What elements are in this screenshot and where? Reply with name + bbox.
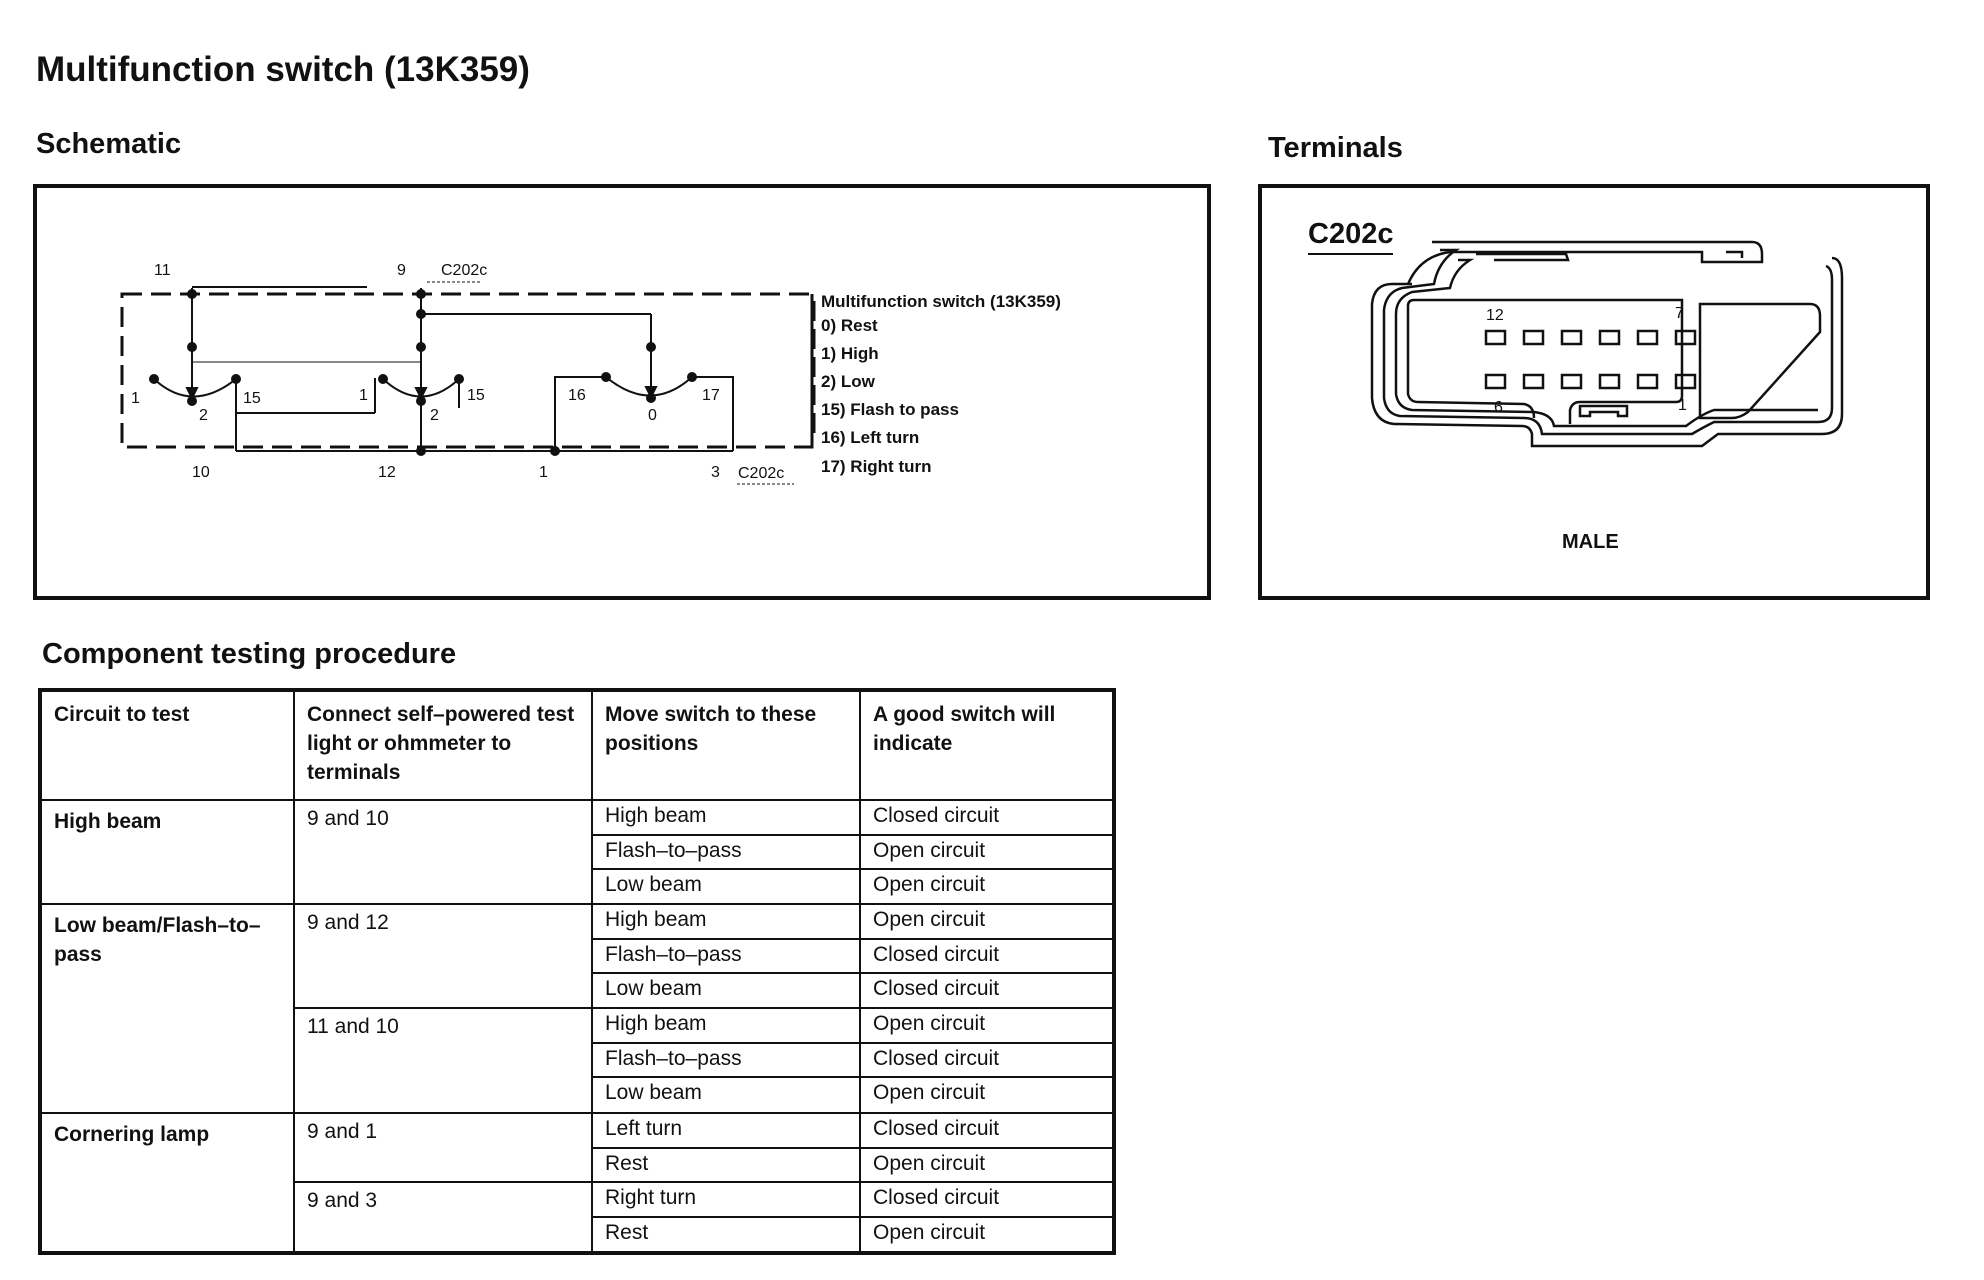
- cell-result: Open circuit: [860, 1077, 1114, 1113]
- cell-position: Flash–to–pass: [592, 1043, 860, 1077]
- cell-circuit: Low beam/Flash–to–pass: [40, 904, 294, 1113]
- cell-position: Low beam: [592, 1077, 860, 1113]
- cell-position: Rest: [592, 1148, 860, 1182]
- cell-result: Closed circuit: [860, 939, 1114, 973]
- cell-position: High beam: [592, 904, 860, 939]
- cell-result: Closed circuit: [860, 1182, 1114, 1217]
- page-title: Multifunction switch (13K359): [36, 50, 530, 89]
- cell-result: Open circuit: [860, 1148, 1114, 1182]
- connector-face: [1262, 188, 1926, 596]
- cell-position: Left turn: [592, 1113, 860, 1148]
- terminals-heading: Terminals: [1268, 132, 1403, 164]
- procedure-table: [38, 688, 1116, 1255]
- sw2-contact-1: 1: [359, 387, 368, 404]
- side-key: [1700, 304, 1820, 418]
- schematic-panel: [33, 184, 1211, 600]
- cell-position: Flash–to–pass: [592, 835, 860, 869]
- cell-circuit: High beam: [40, 800, 294, 904]
- terminals-panel: [1258, 184, 1930, 600]
- cell-result: Open circuit: [860, 904, 1114, 939]
- terminal-label-11: 11: [154, 262, 171, 279]
- sw2-contact-15: 15: [467, 387, 485, 404]
- pin-row-top: [1486, 331, 1695, 344]
- table-row: [40, 1113, 1114, 1148]
- terminal-label-3: 3: [711, 464, 720, 481]
- connector-label-bottom: C202c: [738, 465, 785, 482]
- terminal-label-1: 1: [539, 464, 548, 481]
- col-indication: A good switch will indicate: [860, 690, 1114, 800]
- cell-result: Closed circuit: [860, 973, 1114, 1008]
- cell-result: Closed circuit: [860, 800, 1114, 835]
- legend-item-high: 1) High: [821, 344, 879, 363]
- col-circuit: Circuit to test: [40, 690, 294, 800]
- terminal-label-10: 10: [192, 464, 210, 481]
- col-positions: Move switch to these positions: [592, 690, 860, 800]
- key-notch: [1580, 406, 1627, 416]
- cell-position: High beam: [592, 1008, 860, 1043]
- sw3-contact-16: 16: [568, 387, 586, 404]
- schematic-heading: Schematic: [36, 128, 182, 160]
- cell-position: Right turn: [592, 1182, 860, 1217]
- gender-label: MALE: [1562, 531, 1619, 553]
- legend-item-left-turn: 16) Left turn: [821, 428, 920, 447]
- legend-item-rest: 0) Rest: [821, 316, 878, 335]
- switch-housing: [122, 294, 812, 447]
- latch-tab: [1726, 252, 1742, 258]
- terminal-label-9: 9: [397, 262, 406, 279]
- cell-position: High beam: [592, 800, 860, 835]
- connector-label-top: C202c: [441, 262, 488, 279]
- cell-terminals: 11 and 10: [294, 1008, 592, 1113]
- legend-item-low: 2) Low: [821, 372, 875, 391]
- cell-position: Flash–to–pass: [592, 939, 860, 973]
- cell-terminals: 9 and 12: [294, 904, 592, 1008]
- sw3-contact-0: 0: [648, 407, 657, 424]
- legend-item-right-turn: 17) Right turn: [821, 457, 932, 476]
- terminal-label-12: 12: [378, 464, 396, 481]
- procedure-heading: Component testing procedure: [42, 638, 457, 670]
- col-terminals: Connect self–powered test light or ohmmeter to terminals: [294, 690, 592, 800]
- schematic-diagram: [37, 188, 1207, 596]
- legend-item-flash: 15) Flash to pass: [821, 400, 959, 419]
- cell-result: Open circuit: [860, 1217, 1114, 1253]
- cell-result: Closed circuit: [860, 1113, 1114, 1148]
- cell-terminals: 9 and 3: [294, 1182, 592, 1253]
- cell-result: Open circuit: [860, 835, 1114, 869]
- switch-1: [150, 343, 375, 451]
- pin-cavity: [1408, 300, 1682, 424]
- table-body: [40, 800, 1114, 1253]
- legend-title: Multifunction switch (13K359): [821, 292, 1061, 311]
- pin-row-bottom: [1486, 375, 1695, 388]
- sw2-contact-2: 2: [430, 407, 439, 424]
- sw3-contact-17: 17: [702, 387, 720, 404]
- pin-label-7: 7: [1675, 305, 1684, 322]
- table-row: [40, 904, 1114, 939]
- pin-label-6: 6: [1494, 399, 1503, 416]
- cell-position: Low beam: [592, 869, 860, 904]
- cell-terminals: 9 and 10: [294, 800, 592, 904]
- latch-slot: [1476, 254, 1568, 260]
- cell-result: Open circuit: [860, 869, 1114, 904]
- pin-label-1: 1: [1678, 397, 1687, 414]
- sw1-contact-15: 15: [243, 390, 261, 407]
- cell-position: Low beam: [592, 973, 860, 1008]
- cell-position: Rest: [592, 1217, 860, 1253]
- cell-result: Open circuit: [860, 1008, 1114, 1043]
- cell-result: Closed circuit: [860, 1043, 1114, 1077]
- cell-circuit: Cornering lamp: [40, 1113, 294, 1253]
- sw1-contact-2: 2: [199, 407, 208, 424]
- table-row: [40, 800, 1114, 835]
- table-header-row: [40, 690, 1114, 800]
- connector-title: C202c: [1308, 218, 1393, 255]
- sw1-contact-1: 1: [131, 390, 140, 407]
- cell-terminals: 9 and 1: [294, 1113, 592, 1182]
- pin-label-12: 12: [1486, 307, 1504, 324]
